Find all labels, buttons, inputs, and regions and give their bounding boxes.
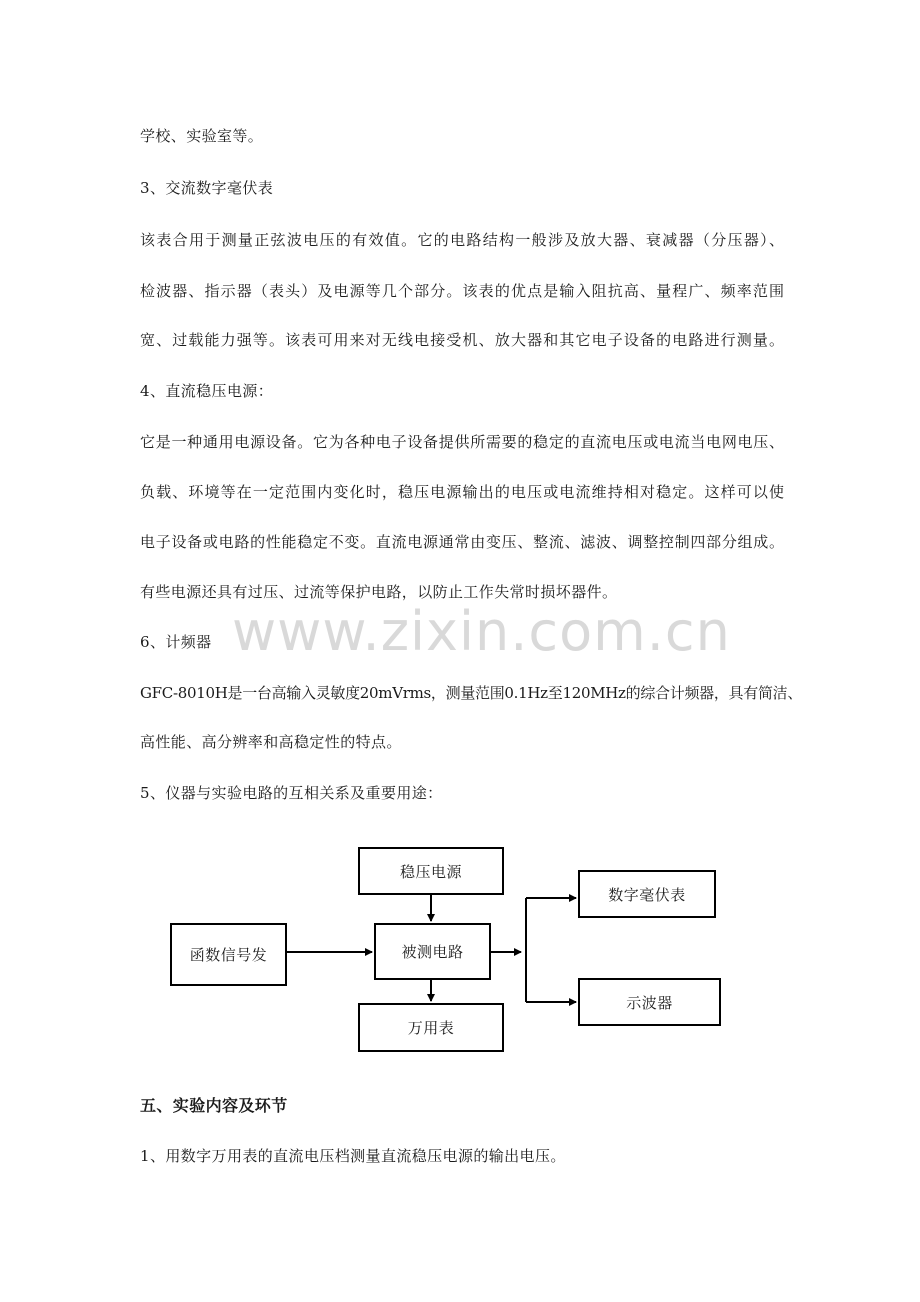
section-heading: 五、实验内容及环节	[140, 1096, 288, 1115]
paragraph-power-line-2: 负载、环境等在一定范围内变化时，稳压电源输出的电压或电流维持相对稳定。这样可以使	[140, 483, 784, 501]
node-label: 函数信号发	[189, 946, 268, 964]
paragraph-power-line-3: 电子设备或电路的性能稳定不变。直流电源通常由变压、整流、滤波、调整控制四部分组成。	[140, 533, 784, 551]
node-function-generator	[170, 923, 287, 986]
paragraph-power-line-4: 有些电源还具有过压、过流等保护电路，以防止工作失常时损坏器件。	[140, 583, 618, 601]
paragraph-millivoltmeter-line-2: 检波器、指示器（表头）及电源等几个部分。该表的优点是输入阻抗高、量程广、频率范围	[140, 282, 784, 300]
node-digital-millivoltmeter	[578, 870, 716, 918]
node-label: 数字毫伏表	[608, 885, 686, 904]
item-heading-frequency-counter: 6、计频器	[140, 633, 212, 651]
node-oscilloscope	[578, 978, 721, 1026]
paragraph-millivoltmeter-line-1: 该表合用于测量正弦波电压的有效值。它的电路结构一般涉及放大器、衰减器（分压器）、	[140, 231, 784, 249]
watermark: www.zixin.com.cn	[232, 600, 731, 663]
paragraph-counter-line-1: GFC-8010H是一台高输入灵敏度20mVrms，测量范围0.1Hz至120MHz的综合计频器，具有简洁、	[140, 684, 803, 702]
item-heading-millivoltmeter: 3、交流数字毫伏表	[140, 179, 274, 197]
item-heading-dc-power-supply: 4、直流稳压电源：	[140, 382, 274, 400]
node-multimeter	[358, 1003, 504, 1052]
item-heading-instrument-relationship: 5、仪器与实验电路的互相关系及重要用途：	[140, 784, 443, 802]
node-regulated-power-supply	[358, 847, 504, 895]
paragraph-millivoltmeter-line-3: 宽、过载能力强等。该表可用来对无线电接受机、放大器和其它电子设备的电路进行测量。	[140, 331, 784, 349]
paragraph-power-line-1: 它是一种通用电源设备。它为各种电子设备提供所需要的稳定的直流电压或电流当电网电压、	[140, 433, 784, 451]
node-label: 被测电路	[401, 943, 464, 961]
node-label: 示波器	[626, 993, 673, 1012]
node-circuit-under-test	[374, 923, 491, 980]
node-label: 万用表	[407, 1019, 455, 1037]
paragraph-counter-line-2: 高性能、高分辨率和高稳定性的特点。	[140, 733, 402, 751]
text-line-step-1: 1、用数字万用表的直流电压档测量直流稳压电源的输出电压。	[140, 1147, 566, 1165]
node-label: 稳压电源	[399, 862, 462, 881]
text-line-school-lab: 学校、实验室等。	[140, 127, 264, 145]
